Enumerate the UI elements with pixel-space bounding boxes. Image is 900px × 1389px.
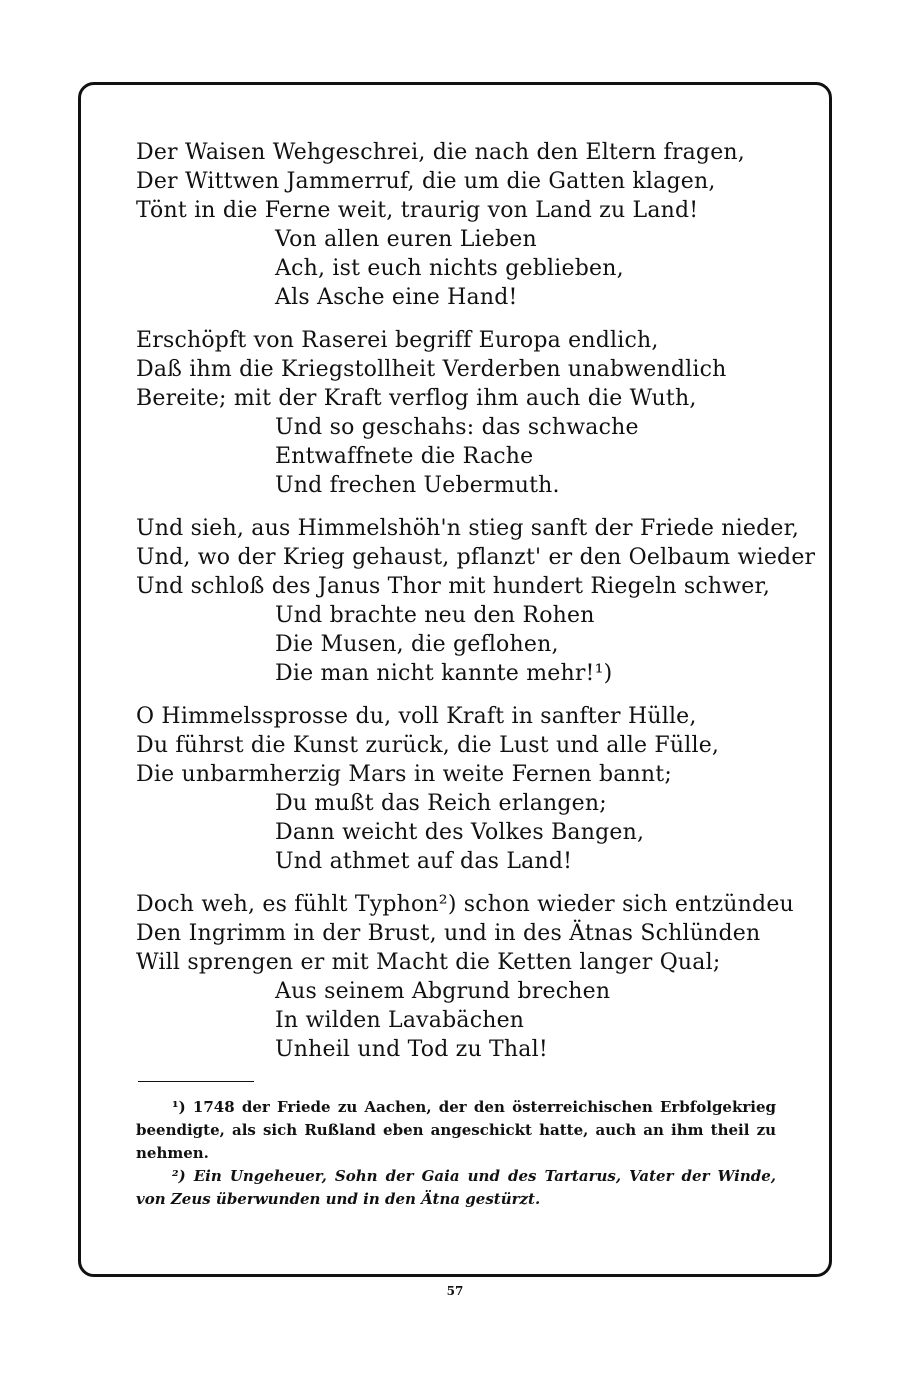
- poem-line: Und sieh, aus Himmelshöh'n stieg sanft der Friede nieder,: [136, 516, 800, 541]
- poem-line: Der Waisen Wehgeschrei, die nach den Eltern fragen,: [136, 140, 745, 165]
- footnotes: [136, 1096, 776, 1211]
- poem-line: Will sprengen er mit Macht die Ketten langer Qual;: [136, 950, 721, 975]
- poem-line: Die Musen, die geflohen,: [275, 632, 559, 657]
- poem-line: Entwaffnete die Rache: [275, 444, 534, 469]
- poem-line: Bereite; mit der Kraft verflog ihm auch die Wuth,: [136, 386, 697, 411]
- stanza-5: [136, 890, 796, 1064]
- poem-line: Du mußt das Reich erlangen;: [275, 791, 607, 816]
- poem-line: Und athmet auf das Land!: [275, 849, 573, 874]
- poem-line: Und frechen Uebermuth.: [275, 473, 560, 498]
- footnote-separator: [138, 1081, 254, 1082]
- poem-line: Und schloß des Janus Thor mit hundert Riegeln schwer,: [136, 574, 771, 599]
- poem-line: In wilden Lavabächen: [275, 1008, 525, 1033]
- poem-line: Als Asche eine Hand!: [275, 285, 518, 310]
- poem-line: Und so geschahs: das schwache: [275, 415, 639, 440]
- poem: [136, 138, 816, 1078]
- stanza-4: [136, 702, 796, 876]
- poem-line: Und, wo der Krieg gehaust, pflanzt' er den Oelbaum wieder: [136, 545, 816, 570]
- stanza-1: [136, 138, 796, 312]
- poem-line: Den Ingrimm in der Brust, und in des Ätnas Schlünden: [136, 921, 761, 946]
- poem-line: Du führst die Kunst zurück, die Lust und alle Fülle,: [136, 733, 720, 758]
- poem-line: Daß ihm die Kriegstollheit Verderben unabwendlich: [136, 357, 727, 382]
- page-number: 57: [446, 1284, 464, 1298]
- poem-line: Der Wittwen Jammerruf, die um die Gatten klagen,: [136, 169, 716, 194]
- poem-line: Tönt in die Ferne weit, traurig von Land zu Land!: [136, 198, 699, 223]
- footnote-2: ²) Ein Ungeheuer, Sohn der Gaia und des Tartarus, Vater der Winde, von Zeus überwunden und in den Ätna gestürzt.: [136, 1167, 776, 1208]
- footnote-1: ¹) 1748 der Friede zu Aachen, der den österreichischen Erbfolgekrieg beendigte, als sich Rußland eben angeschickt hatte, auch an ihm theil zu nehmen.: [136, 1098, 776, 1162]
- poem-line: Unheil und Tod zu Thal!: [275, 1037, 548, 1062]
- poem-line: Aus seinem Abgrund brechen: [275, 979, 611, 1004]
- stanza-2: [136, 326, 796, 500]
- poem-line: Die man nicht kannte mehr!¹): [275, 661, 613, 686]
- poem-line: Dann weicht des Volkes Bangen,: [275, 820, 645, 845]
- poem-line: O Himmelssprosse du, voll Kraft in sanfter Hülle,: [136, 704, 697, 729]
- poem-line: Ach, ist euch nichts geblieben,: [275, 256, 624, 281]
- poem-line: Und brachte neu den Rohen: [275, 603, 595, 628]
- poem-line: Doch weh, es fühlt Typhon²) schon wieder sich entzündeu: [136, 892, 794, 917]
- poem-line: Erschöpft von Raserei begriff Europa endlich,: [136, 328, 659, 353]
- poem-line: Von allen euren Lieben: [275, 227, 537, 252]
- poem-line: Die unbarmherzig Mars in weite Fernen bannt;: [136, 762, 672, 787]
- stanza-3: [136, 514, 816, 688]
